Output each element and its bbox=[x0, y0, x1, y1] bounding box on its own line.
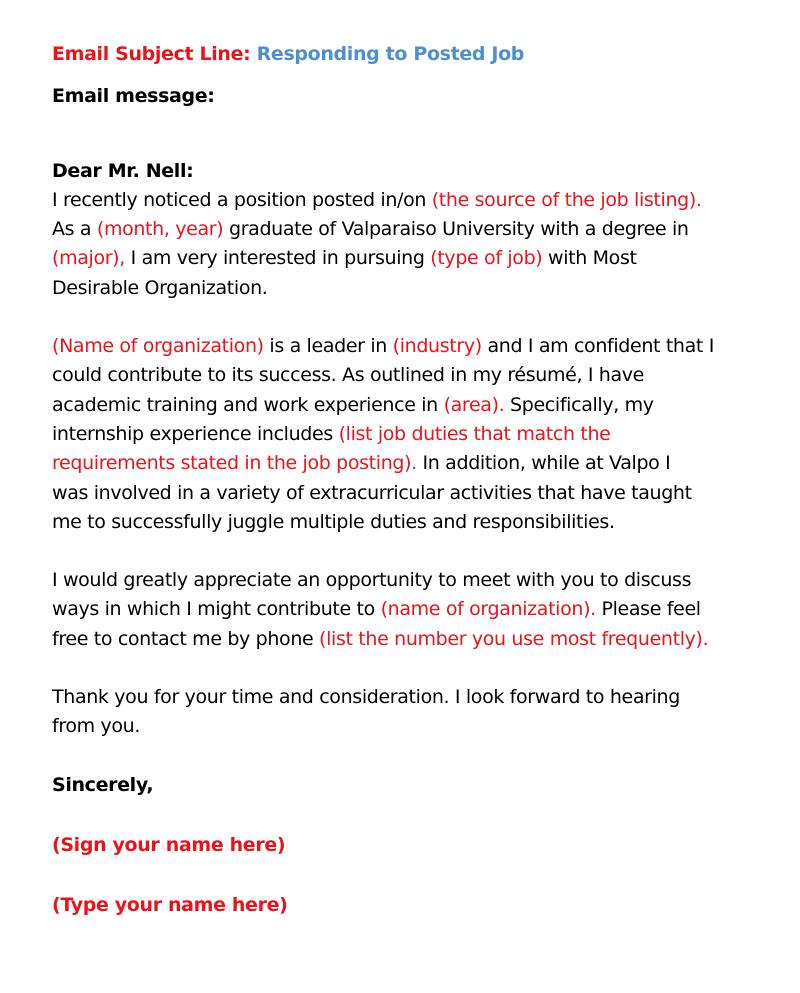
email-template-document bbox=[52, 40, 772, 921]
placeholder-text: (type of job) bbox=[430, 247, 543, 270]
body-line bbox=[52, 244, 772, 273]
body-line: I would greatly appreciate an opportunity to meet with you to discuss bbox=[52, 569, 692, 592]
body-text: with Most bbox=[542, 247, 637, 270]
body-text: As a bbox=[52, 218, 97, 241]
body-line bbox=[52, 215, 772, 244]
closing: Sincerely, bbox=[52, 773, 154, 796]
body-line: me to successfully juggle multiple duties and responsibilities. bbox=[52, 510, 615, 533]
subject-value: Responding to Posted Job bbox=[250, 43, 525, 65]
body-text: Please feel bbox=[595, 598, 701, 621]
placeholder-text: (month, year) bbox=[96, 218, 224, 241]
placeholder-text: (name of organization). bbox=[380, 598, 596, 621]
body-line bbox=[52, 391, 772, 420]
body-text: is a leader in bbox=[263, 335, 393, 358]
body-line: from you. bbox=[52, 715, 141, 738]
body-line bbox=[52, 625, 772, 654]
placeholder-text: requirements stated in the job posting). bbox=[52, 452, 417, 475]
body-line: could contribute to its success. As outlined in my résumé, I have bbox=[52, 364, 645, 387]
body-line: Thank you for your time and consideration. I look forward to hearing bbox=[52, 686, 680, 709]
body-line bbox=[52, 186, 772, 215]
subject-line bbox=[52, 40, 772, 69]
body-text: internship experience includes bbox=[52, 422, 339, 445]
salutation: Dear Mr. Nell: bbox=[52, 159, 194, 182]
body-text: and I am confident that I bbox=[481, 335, 714, 358]
body-text: free to contact me by phone bbox=[52, 627, 320, 650]
placeholder-text: (list the number you use most frequently). bbox=[319, 627, 709, 650]
signature-placeholder: (Sign your name here) bbox=[52, 833, 286, 856]
placeholder-text: (list job duties that match the bbox=[338, 422, 611, 445]
placeholder-text: (area). bbox=[443, 393, 505, 416]
placeholder-text: (the source of the job listing). bbox=[431, 188, 702, 211]
body-text: I am very interested in pursuing bbox=[124, 247, 431, 270]
subject-label: Email Subject Line: bbox=[52, 43, 251, 65]
paragraph-qualifications bbox=[52, 332, 772, 537]
body-line bbox=[52, 420, 772, 449]
paragraph-thanks bbox=[52, 683, 772, 742]
body-line bbox=[52, 332, 772, 361]
message-label: Email message: bbox=[52, 85, 215, 108]
body-text: ways in which I might contribute to bbox=[52, 598, 381, 621]
body-line bbox=[52, 595, 772, 624]
body-text: Specifically, my bbox=[504, 393, 654, 416]
body-text: graduate of Valparaiso University with a degree in bbox=[223, 218, 689, 241]
body-line: Desirable Organization. bbox=[52, 276, 268, 299]
placeholder-text: (Name of organization) bbox=[52, 335, 264, 358]
body-line bbox=[52, 449, 772, 478]
paragraph-intro bbox=[52, 157, 772, 303]
placeholder-text: (industry) bbox=[392, 335, 482, 358]
body-text: academic training and work experience in bbox=[52, 393, 444, 416]
body-text: In addition, while at Valpo I bbox=[416, 452, 671, 475]
placeholder-text: (major), bbox=[52, 247, 125, 270]
typed-name-placeholder: (Type your name here) bbox=[52, 894, 288, 917]
body-text: I recently noticed a position posted in/on bbox=[52, 188, 432, 211]
body-line: was involved in a variety of extracurricular activities that have taught bbox=[52, 481, 692, 504]
paragraph-request bbox=[52, 566, 772, 654]
